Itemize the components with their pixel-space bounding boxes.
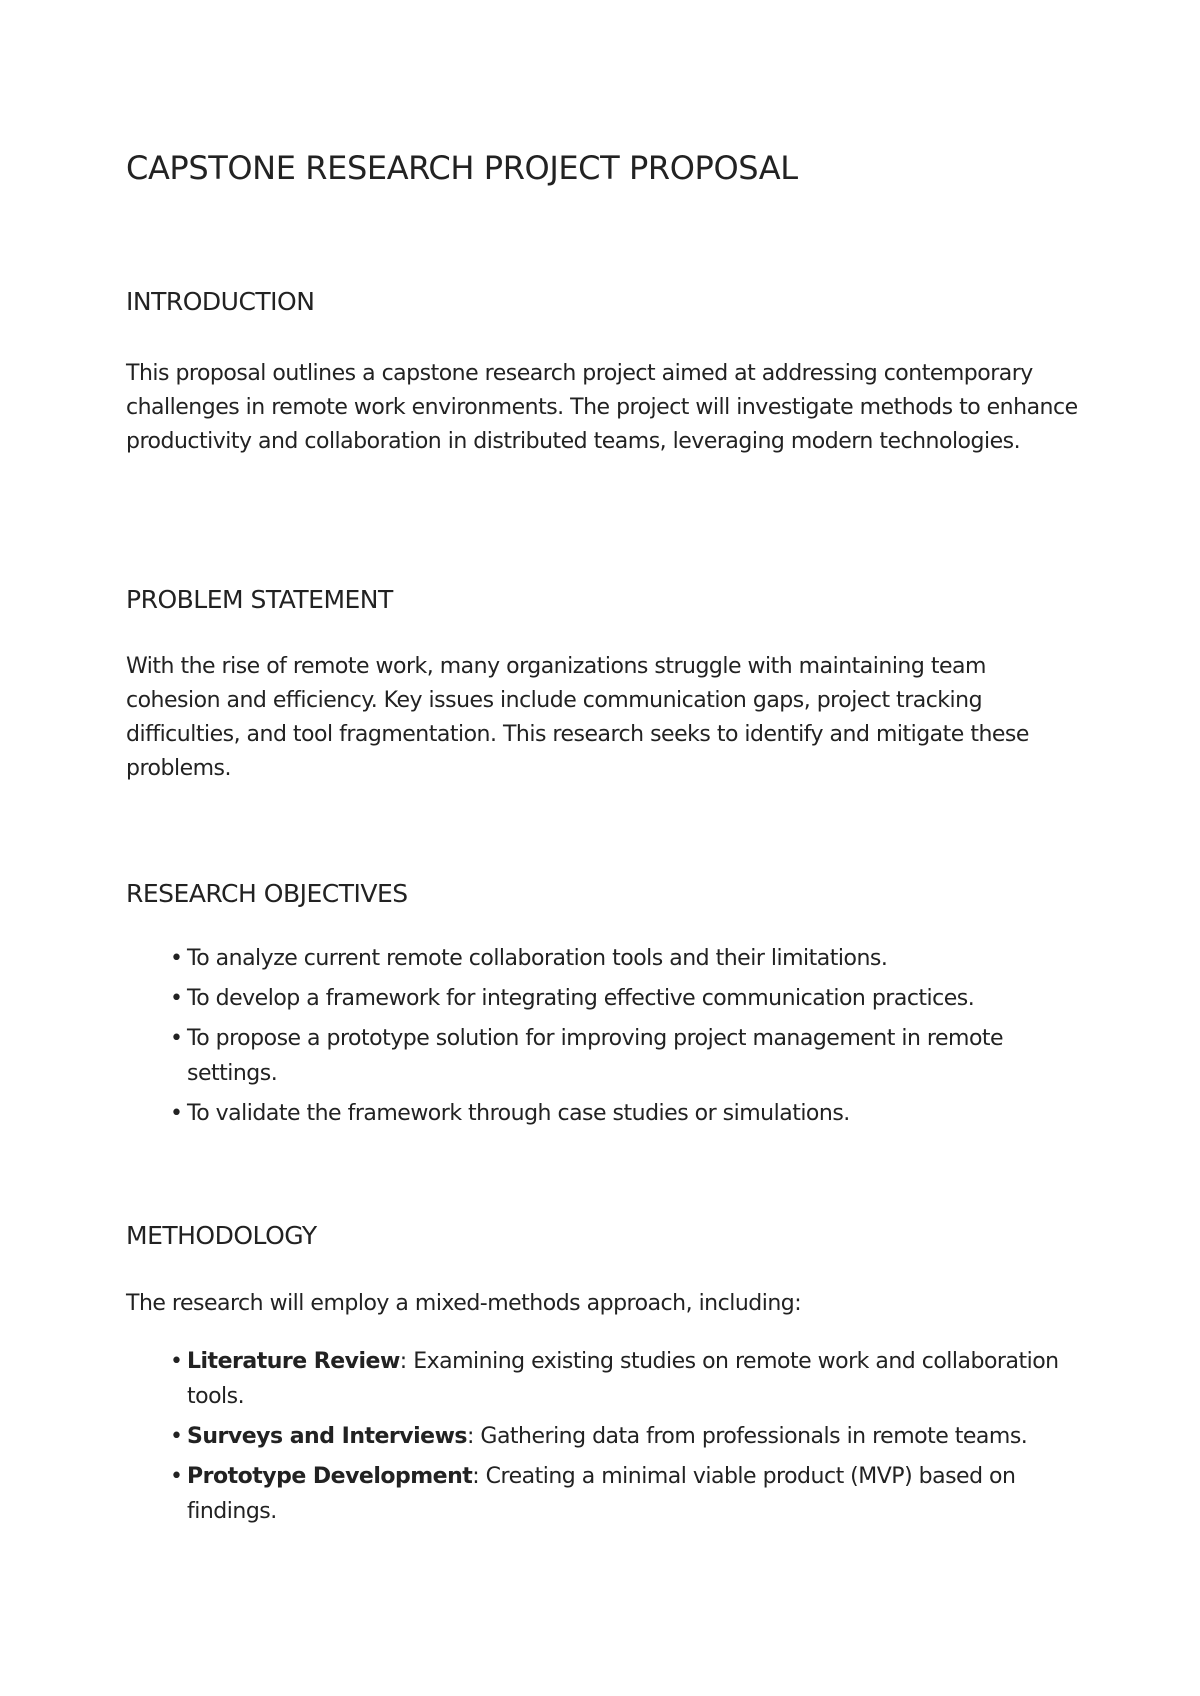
introduction-heading: INTRODUCTION bbox=[126, 287, 315, 316]
bullet-icon: • bbox=[170, 1101, 183, 1126]
list-item bbox=[170, 1021, 1070, 1091]
method-description: : Examining existing studies on remote work and collaboration tools. bbox=[187, 1349, 1059, 1409]
methodology-heading: METHODOLOGY bbox=[126, 1221, 317, 1250]
bullet-icon: • bbox=[170, 986, 183, 1011]
methodology-list bbox=[170, 1344, 1070, 1534]
research-objectives-heading: RESEARCH OBJECTIVES bbox=[126, 879, 408, 908]
problem-statement-paragraph: With the rise of remote work, many organizations struggle with maintaining team cohesion and efficiency. Key issues include communication gaps, project tracking difficulties, and tool fragmentation. This research seeks to identify and mitigate these problems. bbox=[126, 654, 1029, 781]
list-item bbox=[170, 1344, 1070, 1414]
introduction-paragraph: This proposal outlines a capstone research project aimed at addressing contemporary challenges in remote work environments. The project will investigate methods to enhance productivity and collaboration in distributed teams, leveraging modern technologies. bbox=[126, 361, 1078, 454]
objectives-list bbox=[170, 941, 1070, 1136]
problem-statement-heading: PROBLEM STATEMENT bbox=[126, 585, 393, 614]
bullet-icon: • bbox=[170, 1424, 183, 1449]
method-description: : Gathering data from professionals in remote teams. bbox=[466, 1424, 1028, 1449]
list-item bbox=[170, 981, 1070, 1016]
bullet-icon: • bbox=[170, 1464, 183, 1489]
list-item bbox=[170, 941, 1070, 976]
objective-text: To validate the framework through case studies or simulations. bbox=[187, 1101, 850, 1126]
list-item bbox=[170, 1096, 1070, 1131]
objective-text: To develop a framework for integrating effective communication practices. bbox=[187, 986, 975, 1011]
bullet-icon: • bbox=[170, 1349, 183, 1374]
bullet-icon: • bbox=[170, 946, 183, 971]
list-item bbox=[170, 1459, 1070, 1529]
method-term: Surveys and Interviews bbox=[187, 1424, 467, 1449]
document-title: CAPSTONE RESEARCH PROJECT PROPOSAL bbox=[126, 149, 798, 187]
list-item bbox=[170, 1419, 1070, 1454]
bullet-icon: • bbox=[170, 1026, 183, 1051]
method-description: : Creating a minimal viable product (MVP) based on findings. bbox=[187, 1464, 1016, 1524]
methodology-intro: The research will employ a mixed-methods approach, including: bbox=[126, 1291, 802, 1316]
objective-text: To analyze current remote collaboration tools and their limitations. bbox=[187, 946, 888, 971]
method-term: Prototype Development bbox=[187, 1464, 473, 1489]
method-term: Literature Review bbox=[187, 1349, 400, 1374]
objective-text: To propose a prototype solution for improving project management in remote settings. bbox=[187, 1026, 1004, 1086]
